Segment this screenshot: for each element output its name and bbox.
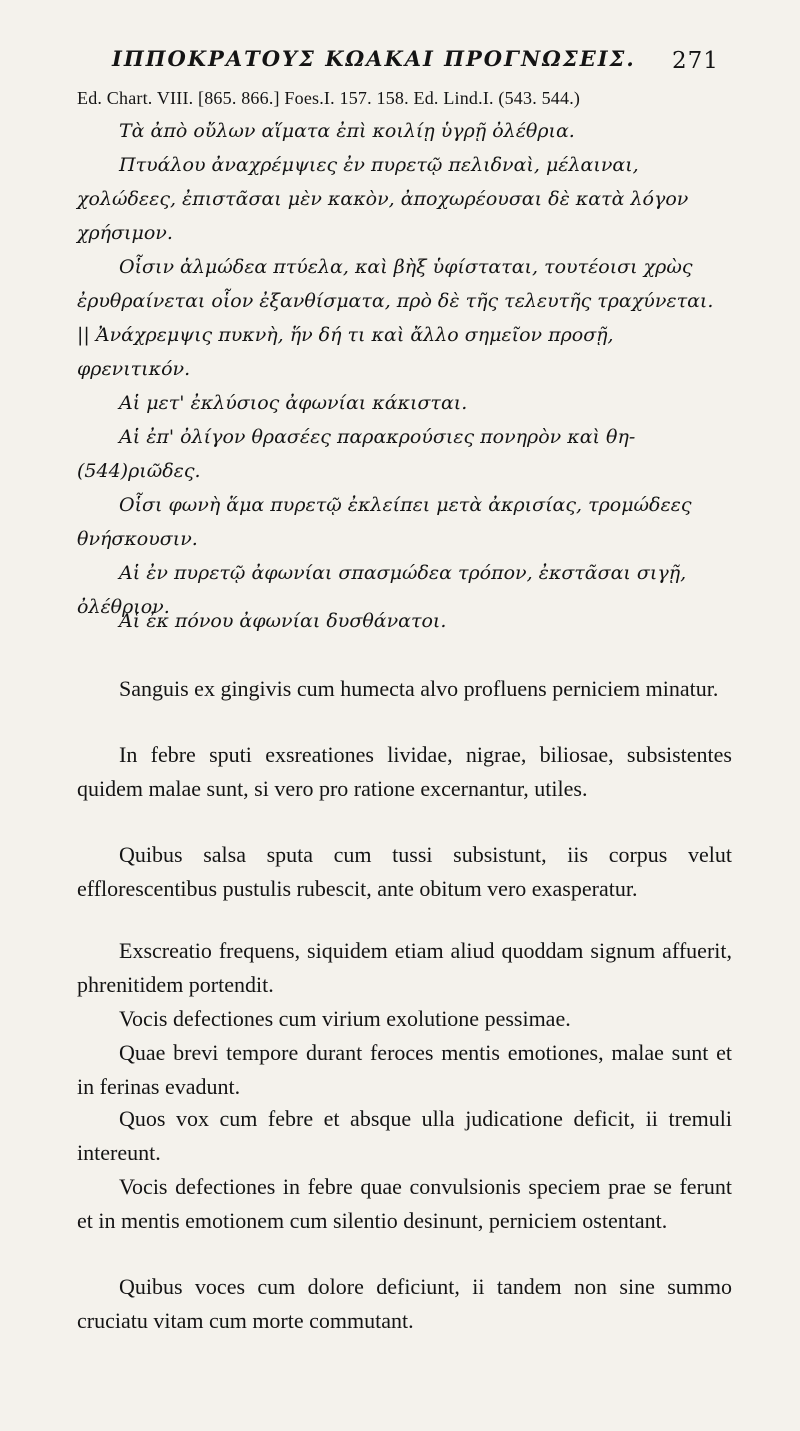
latin-paragraph-9: Quibus voces cum dolore deficiunt, ii tandem non sine summo cruciatu vitam cum morte commutant. bbox=[77, 1274, 732, 1333]
greek-aphorism-6: Οἷσι φωνὴ ἅμα πυρετῷ ἐκλείπει μετὰ ἀκρισίας, τρομώδεες θνήσκουσιν. bbox=[77, 494, 692, 550]
latin-paragraph-2: In febre sputi exsreationes lividae, nigrae, biliosae, subsistentes quidem malae sunt, si vero pro ratione excernantur, utiles. bbox=[77, 742, 732, 801]
greek-aphorism-3: Οἷσιν ἁλμώδεα πτύελα, καὶ βὴξ ὑφίσταται, τουτέοισι χρὼς ἐρυθραίνεται οἷον ἐξανθίσματα, πρὸ δὲ τῆς τελευτῆς τραχύνεται. || Ἀνάχρεμψις πυκνὴ, ἥν δή τι καὶ ἄλλο σημεῖον προσῇ, φρενιτικόν. bbox=[77, 256, 714, 380]
page-number: 271 bbox=[672, 48, 719, 74]
greek-aphorism-8: Αἱ ἐκ πόνου ἀφωνίαι δυσθάνατοι. bbox=[119, 610, 447, 632]
latin-paragraph-6: Quae brevi tempore durant feroces mentis emotiones, malae sunt et in ferinas evadunt. bbox=[77, 1040, 732, 1099]
greek-aphorism-4: Αἱ μετ' ἐκλύσιος ἀφωνίαι κάκισται. bbox=[119, 392, 468, 414]
latin-paragraph-1: Sanguis ex gingivis cum humecta alvo profluens perniciem minatur. bbox=[119, 676, 719, 701]
greek-aphorism-5: Αἱ ἐπ' ὀλίγον θρασέες παρακρούσιες πονηρὸν καὶ θη-(544)ριῶδες. bbox=[77, 426, 636, 482]
latin-paragraph-8: Vocis defectiones in febre quae convulsionis speciem prae se ferunt et in mentis emotionem cum silentio desinunt, perniciem ostentant. bbox=[77, 1174, 732, 1233]
greek-aphorism-2: Πτυάλου ἀναχρέμψιες ἐν πυρετῷ πελιδναὶ, μέλαιναι, χολώδεες, ἐπιστᾶσαι μὲν κακὸν, ἀποχωρέουσαι δὲ κατὰ λόγον χρήσιμον. bbox=[77, 154, 689, 244]
greek-aphorism-7: Αἱ ἐν πυρετῷ ἀφωνίαι σπασμώδεα τρόπον, ἐκστᾶσαι σιγῇ, ὀλέθριον. bbox=[77, 562, 687, 618]
latin-paragraph-3: Quibus salsa sputa cum tussi subsistunt, iis corpus velut efflorescentibus pustulis rubescit, ante obitum vero exasperatur. bbox=[77, 842, 732, 901]
latin-paragraph-7: Quos vox cum febre et absque ulla judicatione deficit, ii tremuli intereunt. bbox=[77, 1106, 732, 1165]
latin-paragraph-5: Vocis defectiones cum virium exolutione pessimae. bbox=[119, 1006, 571, 1031]
running-title: ΙΠΠΟΚΡΑΤΟΥΣ ΚΩΑΚΑΙ ΠΡΟΓΝΩΣΕΙΣ. bbox=[112, 46, 636, 71]
edition-reference: Ed. Chart. VIII. [865. 866.] Foes.I. 157. 158. Ed. Lind.I. (543. 544.) bbox=[77, 88, 581, 108]
page-header bbox=[0, 36, 800, 86]
latin-paragraph-4: Exscreatio frequens, siquidem etiam aliud quoddam signum affuerit, phrenitidem portendit. bbox=[77, 938, 732, 997]
greek-aphorism-1: Τὰ ἀπὸ οὔλων αἵματα ἐπὶ κοιλίῃ ὑγρῇ ὀλέθρια. bbox=[119, 120, 575, 142]
